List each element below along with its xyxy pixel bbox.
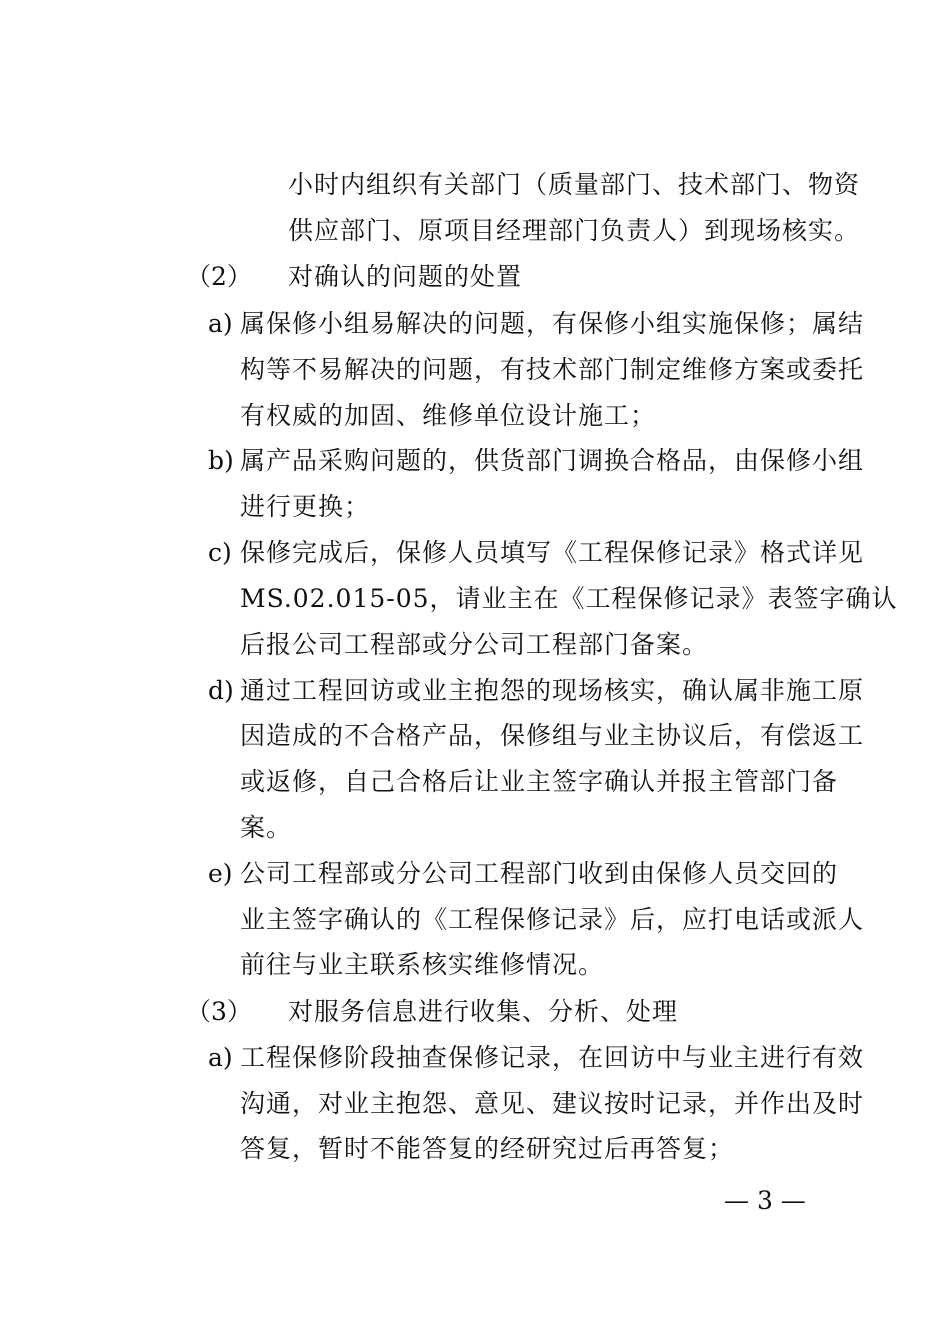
item-2e-line-1: 公司工程部或分公司工程部门收到由保修人员交回的 — [240, 859, 839, 888]
item-2b-marker: b) — [208, 446, 234, 475]
item-2d-marker: d) — [208, 676, 234, 705]
item-2c-line-2: MS.02.015-05，请业主在《工程保修记录》表签字确认 — [240, 584, 898, 613]
section-2-heading: 对确认的问题的处置 — [288, 262, 523, 291]
item-3a-line-1: 工程保修阶段抽查保修记录，在回访中与业主进行有效 — [240, 1043, 865, 1072]
item-2d-line-3: 或返修，自己合格后让业主签字确认并报主管部门备 — [240, 767, 839, 796]
item-3a-marker: a) — [208, 1043, 233, 1072]
item-3a-line-3: 答复，暂时不能答复的经研究过后再答复； — [240, 1134, 735, 1163]
item-2c-line-3: 后报公司工程部或分公司工程部门备案。 — [240, 630, 709, 659]
page-number: — 3 — — [724, 1186, 806, 1215]
item-2c-marker: c) — [208, 538, 232, 567]
item-2a-line-2: 构等不易解决的问题，有技术部门制定维修方案或委托 — [240, 355, 865, 384]
item-2b-line-1: 属产品采购问题的，供货部门调换合格品，由保修小组 — [240, 446, 865, 475]
item-2d-line-4: 案。 — [240, 813, 293, 842]
intro-line-2: 供应部门、原项目经理部门负责人）到现场核实。 — [288, 216, 861, 245]
item-2a-marker: a) — [208, 309, 233, 338]
intro-line-1: 小时内组织有关部门（质量部门、技术部门、物资 — [288, 170, 861, 199]
section-3-heading: 对服务信息进行收集、分析、处理 — [288, 997, 679, 1026]
item-2e-line-2: 业主签字确认的《工程保修记录》后，应打电话或派人 — [240, 905, 865, 934]
section-2-number: （2） — [186, 262, 252, 291]
item-3a-line-2: 沟通，对业主抱怨、意见、建议按时记录，并作出及时 — [240, 1089, 865, 1118]
item-2d-line-2: 因造成的不合格产品，保修组与业主协议后，有偿返工 — [240, 721, 865, 750]
item-2e-line-3: 前往与业主联系核实维修情况。 — [240, 950, 605, 979]
item-2e-marker: e) — [208, 859, 233, 888]
item-2a-line-1: 属保修小组易解决的问题，有保修小组实施保修；属结 — [240, 309, 865, 338]
section-3-number: （3） — [186, 997, 252, 1026]
item-2a-line-3: 有权威的加固、维修单位设计施工； — [240, 401, 657, 430]
item-2c-line-1: 保修完成后，保修人员填写《工程保修记录》格式详见 — [240, 538, 865, 567]
item-2d-line-1: 通过工程回访或业主抱怨的现场核实，确认属非施工原 — [240, 676, 865, 705]
item-2b-line-2: 进行更换； — [240, 492, 371, 521]
